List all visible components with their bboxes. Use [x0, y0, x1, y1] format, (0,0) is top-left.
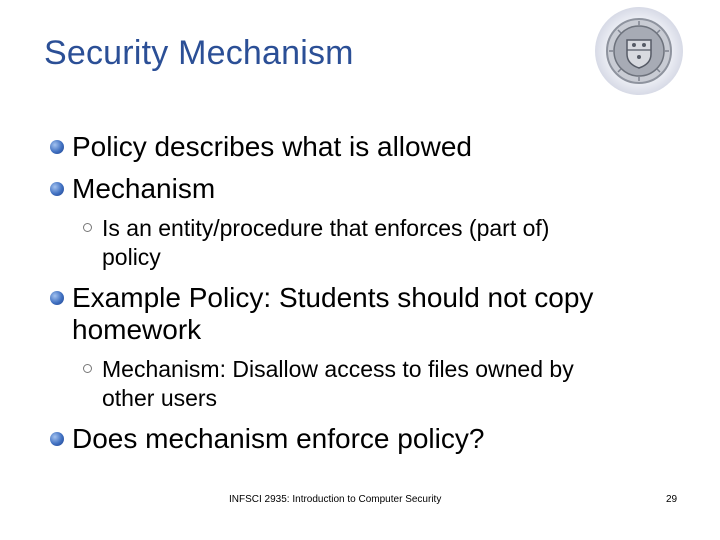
bullet-question: Does mechanism enforce policy?: [72, 423, 485, 454]
sub-bullet-ring-icon: [83, 223, 92, 232]
bullet-dot-icon: [50, 140, 64, 154]
bullet-example-policy-line1: Example Policy: Students should not copy: [72, 282, 594, 313]
sub-bullet-example-line2: other users: [102, 385, 218, 411]
bullet-dot-icon: [50, 182, 64, 196]
sub-bullet-example-line1: Mechanism: Disallow access to files owned by: [102, 356, 574, 382]
sub-bullet-mechanism-line1: Is an entity/procedure that enforces (part of): [102, 215, 550, 241]
sub-bullet-ring-icon: [83, 364, 92, 373]
footer-course: INFSCI 2935: Introduction to Computer Security: [229, 494, 442, 505]
sub-bullet-mechanism-line2: policy: [102, 244, 161, 270]
slide-title: Security Mechanism: [44, 34, 354, 72]
university-seal-icon: [594, 6, 684, 96]
bullet-dot-icon: [50, 291, 64, 305]
bullet-policy: Policy describes what is allowed: [72, 131, 472, 162]
page-number: 29: [666, 494, 678, 505]
bullet-example-policy-line2: homework: [72, 314, 202, 345]
bullet-dot-icon: [50, 432, 64, 446]
bullet-mechanism: Mechanism: [72, 173, 216, 204]
